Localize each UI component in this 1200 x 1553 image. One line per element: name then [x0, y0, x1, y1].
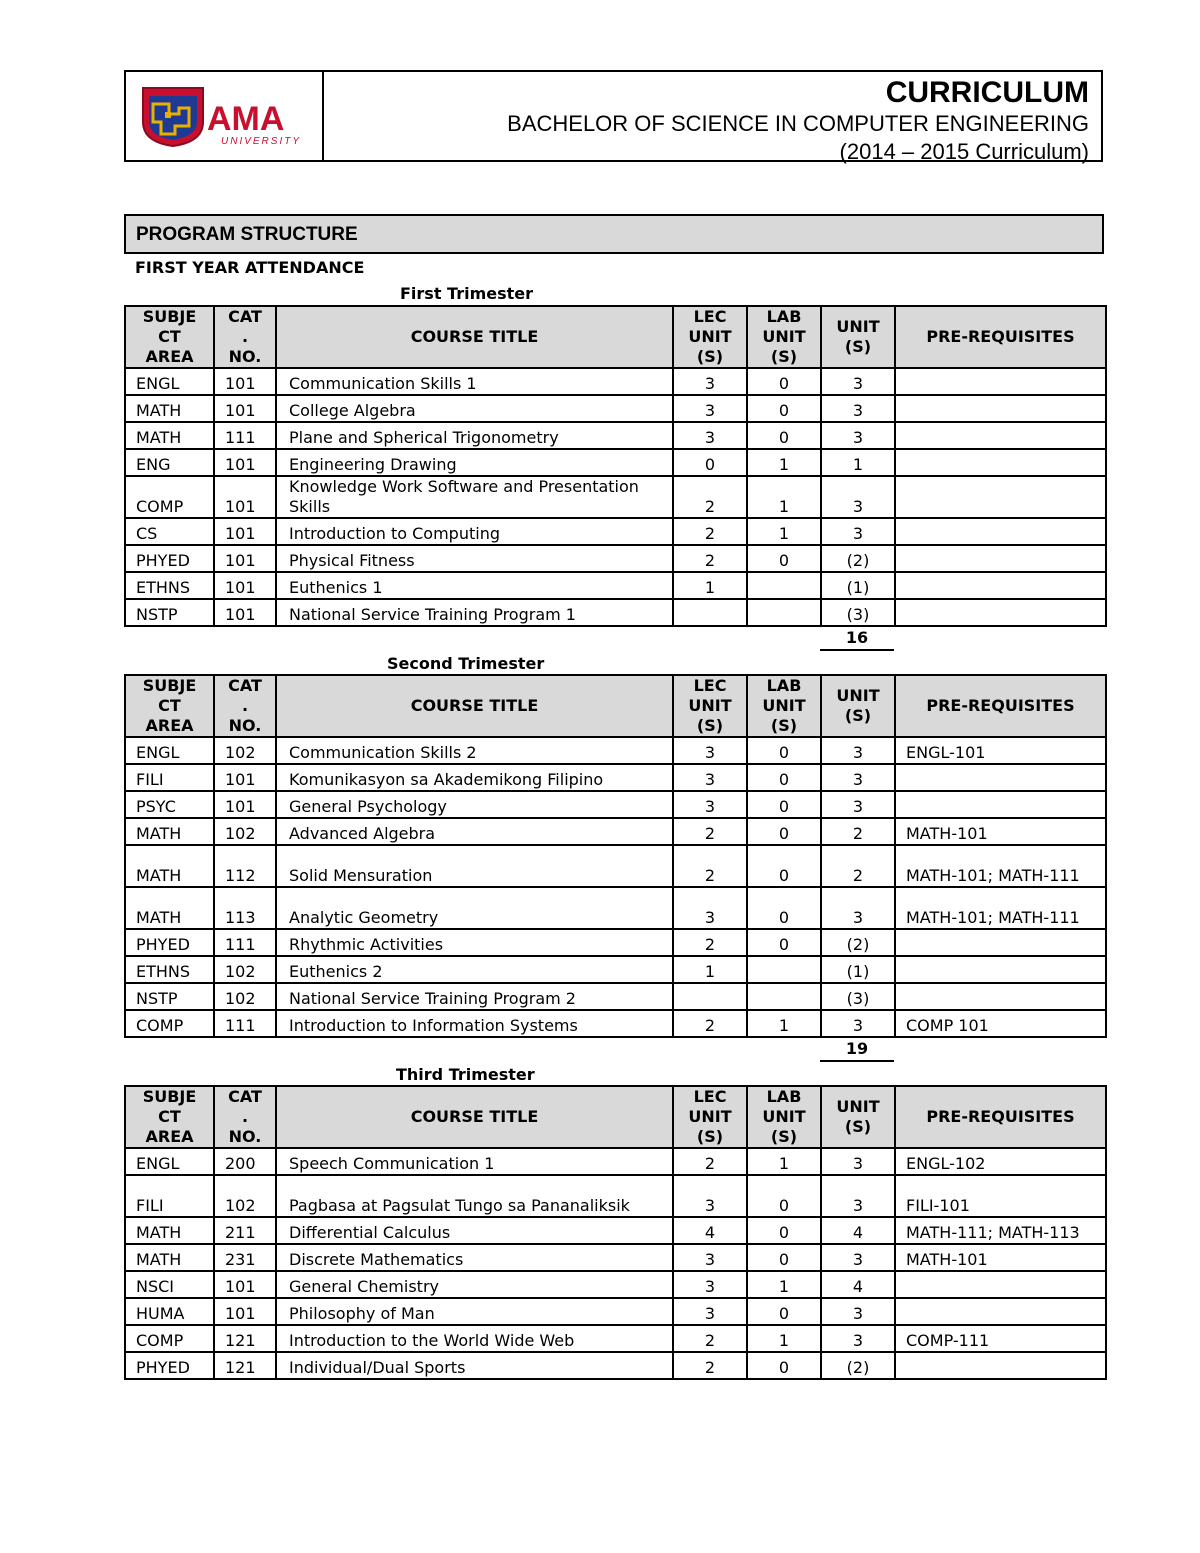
units-cell: 3 [821, 764, 895, 791]
lec-units-cell: 1 [673, 572, 747, 599]
units-cell: (2) [821, 545, 895, 572]
cat-no-cell: 113 [214, 887, 276, 929]
subject-area-cell: NSTP [125, 599, 214, 626]
cat-no-cell: 102 [214, 818, 276, 845]
course-title-cell: Advanced Algebra [276, 818, 673, 845]
lec-units-cell: 2 [673, 929, 747, 956]
subject-area-cell: CS [125, 518, 214, 545]
cat-no-cell: 101 [214, 764, 276, 791]
cat-no-cell: 111 [214, 1010, 276, 1037]
cat-no-cell: 102 [214, 956, 276, 983]
prerequisites-cell [895, 929, 1106, 956]
course-row [125, 1325, 1106, 1352]
lab-units-cell [747, 983, 821, 1010]
trimester-label-2: Second Trimester [387, 654, 545, 673]
lec-units-cell: 1 [673, 956, 747, 983]
course-row [125, 422, 1106, 449]
table-header-row [125, 1086, 1106, 1148]
course-row [125, 545, 1106, 572]
prerequisites-cell: MATH-101 [895, 1244, 1106, 1271]
cat-no-cell: 111 [214, 422, 276, 449]
units-cell: 4 [821, 1271, 895, 1298]
course-title-cell: Physical Fitness [276, 545, 673, 572]
course-table-first-trimester [124, 305, 1107, 627]
course-title-cell: Individual/Dual Sports [276, 1352, 673, 1379]
units-cell: 2 [821, 845, 895, 887]
lab-units-cell: 1 [747, 476, 821, 518]
subject-area-cell: MATH [125, 1217, 214, 1244]
subject-area-cell: COMP [125, 476, 214, 518]
subject-area-cell: PHYED [125, 1352, 214, 1379]
subject-area-cell: COMP [125, 1010, 214, 1037]
units-cell: (3) [821, 599, 895, 626]
course-title-cell: Introduction to Information Systems [276, 1010, 673, 1037]
lab-units-cell: 0 [747, 818, 821, 845]
document-title: CURRICULUM [885, 76, 1089, 109]
lec-units-cell: 3 [673, 737, 747, 764]
cat-no-cell: 200 [214, 1148, 276, 1175]
course-title-cell: Introduction to Computing [276, 518, 673, 545]
lab-units-cell: 1 [747, 449, 821, 476]
lab-units-cell [747, 572, 821, 599]
prerequisites-cell: ENGL-102 [895, 1148, 1106, 1175]
column-header-units: UNIT (S) [821, 306, 895, 368]
course-row [125, 818, 1106, 845]
course-row [125, 1217, 1106, 1244]
units-cell: 3 [821, 1325, 895, 1352]
units-cell: 1 [821, 449, 895, 476]
units-cell: 3 [821, 1298, 895, 1325]
course-title-cell: Euthenics 1 [276, 572, 673, 599]
cat-no-cell: 121 [214, 1352, 276, 1379]
course-title-cell: Communication Skills 1 [276, 368, 673, 395]
lec-units-cell: 3 [673, 791, 747, 818]
prerequisites-cell [895, 476, 1106, 518]
lab-units-cell: 0 [747, 1352, 821, 1379]
course-row [125, 368, 1106, 395]
column-header-subject-area: SUBJE CT AREA [125, 1086, 214, 1148]
units-cell: 3 [821, 518, 895, 545]
logo-box [126, 72, 324, 160]
units-cell: (1) [821, 572, 895, 599]
prerequisites-cell [895, 368, 1106, 395]
subject-area-cell: MATH [125, 887, 214, 929]
cat-no-cell: 101 [214, 791, 276, 818]
lec-units-cell: 2 [673, 545, 747, 572]
column-header-lab-units: LAB UNIT (S) [747, 675, 821, 737]
prerequisites-cell [895, 449, 1106, 476]
column-header-prerequisites: PRE-REQUISITES [895, 1086, 1106, 1148]
course-title-cell: National Service Training Program 2 [276, 983, 673, 1010]
lec-units-cell: 3 [673, 1298, 747, 1325]
lec-units-cell: 2 [673, 1148, 747, 1175]
subject-area-cell: MATH [125, 422, 214, 449]
lab-units-cell: 1 [747, 518, 821, 545]
curriculum-year: (2014 – 2015 Curriculum) [839, 139, 1089, 164]
trimester-label-3: Third Trimester [396, 1065, 535, 1084]
lab-units-cell: 0 [747, 764, 821, 791]
units-cell: 3 [821, 395, 895, 422]
course-title-cell: Philosophy of Man [276, 1298, 673, 1325]
cat-no-cell: 101 [214, 545, 276, 572]
column-header-units: UNIT (S) [821, 1086, 895, 1148]
course-title-cell: Differential Calculus [276, 1217, 673, 1244]
lec-units-cell: 2 [673, 1010, 747, 1037]
units-cell: (2) [821, 929, 895, 956]
subject-area-cell: FILI [125, 764, 214, 791]
course-row [125, 599, 1106, 626]
prerequisites-cell [895, 1298, 1106, 1325]
lab-units-cell: 0 [747, 1175, 821, 1217]
prerequisites-cell: COMP-111 [895, 1325, 1106, 1352]
course-title-cell: Pagbasa at Pagsulat Tungo sa Pananaliksik [276, 1175, 673, 1217]
course-row [125, 1298, 1106, 1325]
prerequisites-cell: MATH-101; MATH-111 [895, 845, 1106, 887]
subject-area-cell: MATH [125, 1244, 214, 1271]
prerequisites-cell [895, 395, 1106, 422]
lec-units-cell [673, 983, 747, 1010]
lab-units-cell: 1 [747, 1148, 821, 1175]
prerequisites-cell: MATH-111; MATH-113 [895, 1217, 1106, 1244]
course-title-cell: General Psychology [276, 791, 673, 818]
lab-units-cell: 0 [747, 368, 821, 395]
units-cell: 3 [821, 1244, 895, 1271]
subject-area-cell: MATH [125, 395, 214, 422]
logo-text: AMA [207, 100, 285, 138]
section-title: PROGRAM STRUCTURE [124, 214, 1104, 254]
column-header-prerequisites: PRE-REQUISITES [895, 675, 1106, 737]
cat-no-cell: 121 [214, 1325, 276, 1352]
subject-area-cell: ENG [125, 449, 214, 476]
course-row [125, 1271, 1106, 1298]
lec-units-cell: 4 [673, 1217, 747, 1244]
subject-area-cell: NSTP [125, 983, 214, 1010]
lec-units-cell: 0 [673, 449, 747, 476]
cat-no-cell: 111 [214, 929, 276, 956]
prerequisites-cell: ENGL-101 [895, 737, 1106, 764]
units-cell: 3 [821, 422, 895, 449]
units-cell: 3 [821, 737, 895, 764]
prerequisites-cell [895, 1271, 1106, 1298]
lec-units-cell: 3 [673, 1175, 747, 1217]
units-cell: 3 [821, 368, 895, 395]
subject-area-cell: ETHNS [125, 572, 214, 599]
prerequisites-cell [895, 791, 1106, 818]
course-row [125, 449, 1106, 476]
table-header-row [125, 306, 1106, 368]
course-row [125, 1148, 1106, 1175]
course-row [125, 887, 1106, 929]
subject-area-cell: ENGL [125, 737, 214, 764]
prerequisites-cell [895, 764, 1106, 791]
trimester-label-1: First Trimester [400, 284, 534, 303]
column-header-course-title: COURSE TITLE [276, 306, 673, 368]
cat-no-cell: 101 [214, 476, 276, 518]
lab-units-cell: 1 [747, 1010, 821, 1037]
lec-units-cell: 3 [673, 1271, 747, 1298]
course-table-third-trimester [124, 1085, 1107, 1380]
course-row [125, 845, 1106, 887]
cat-no-cell: 112 [214, 845, 276, 887]
ama-university-logo [139, 86, 311, 148]
cat-no-cell: 101 [214, 599, 276, 626]
prerequisites-cell [895, 1352, 1106, 1379]
course-title-cell: National Service Training Program 1 [276, 599, 673, 626]
course-title-cell: Speech Communication 1 [276, 1148, 673, 1175]
prerequisites-cell [895, 956, 1106, 983]
units-cell: 3 [821, 1175, 895, 1217]
units-cell: 3 [821, 887, 895, 929]
prerequisites-cell [895, 422, 1106, 449]
prerequisites-cell [895, 518, 1106, 545]
column-header-subject-area: SUBJE CT AREA [125, 675, 214, 737]
column-header-course-title: COURSE TITLE [276, 1086, 673, 1148]
course-title-cell: Euthenics 2 [276, 956, 673, 983]
document-header [124, 70, 1103, 162]
units-cell: (1) [821, 956, 895, 983]
lab-units-cell: 0 [747, 887, 821, 929]
course-row [125, 1352, 1106, 1379]
subject-area-cell: MATH [125, 845, 214, 887]
course-title-cell: Knowledge Work Software and Presentation Skills [276, 476, 673, 518]
prerequisites-cell [895, 983, 1106, 1010]
units-cell: 3 [821, 791, 895, 818]
course-row [125, 476, 1106, 518]
column-header-units: UNIT (S) [821, 675, 895, 737]
course-title-cell: Engineering Drawing [276, 449, 673, 476]
cat-no-cell: 101 [214, 449, 276, 476]
lec-units-cell: 2 [673, 476, 747, 518]
attendance-heading: FIRST YEAR ATTENDANCE [135, 258, 365, 277]
table-header-row [125, 675, 1106, 737]
subject-area-cell: ETHNS [125, 956, 214, 983]
program-name: BACHELOR OF SCIENCE IN COMPUTER ENGINEERING [507, 111, 1089, 136]
subject-area-cell: PHYED [125, 929, 214, 956]
course-title-cell: College Algebra [276, 395, 673, 422]
units-cell: 2 [821, 818, 895, 845]
lab-units-cell: 0 [747, 545, 821, 572]
course-row [125, 956, 1106, 983]
cat-no-cell: 102 [214, 983, 276, 1010]
units-cell: 4 [821, 1217, 895, 1244]
lec-units-cell: 2 [673, 818, 747, 845]
prerequisites-cell: MATH-101 [895, 818, 1106, 845]
lec-units-cell: 3 [673, 764, 747, 791]
subject-area-cell: MATH [125, 818, 214, 845]
units-cell: (2) [821, 1352, 895, 1379]
lab-units-cell: 0 [747, 395, 821, 422]
lab-units-cell: 1 [747, 1325, 821, 1352]
lab-units-cell [747, 956, 821, 983]
course-title-cell: Discrete Mathematics [276, 1244, 673, 1271]
logo-subtext: UNIVERSITY [221, 136, 302, 147]
course-row [125, 518, 1106, 545]
subject-area-cell: FILI [125, 1175, 214, 1217]
course-row [125, 1244, 1106, 1271]
lab-units-cell: 0 [747, 737, 821, 764]
subject-area-cell: ENGL [125, 1148, 214, 1175]
subject-area-cell: PSYC [125, 791, 214, 818]
column-header-cat-no: CAT . NO. [214, 306, 276, 368]
column-header-cat-no: CAT . NO. [214, 1086, 276, 1148]
course-row [125, 737, 1106, 764]
column-header-lec-units: LEC UNIT (S) [673, 675, 747, 737]
units-cell: 3 [821, 1010, 895, 1037]
units-cell: (3) [821, 983, 895, 1010]
column-header-subject-area: SUBJE CT AREA [125, 306, 214, 368]
cat-no-cell: 101 [214, 395, 276, 422]
course-title-cell: Plane and Spherical Trigonometry [276, 422, 673, 449]
course-title-cell: Introduction to the World Wide Web [276, 1325, 673, 1352]
lab-units-cell: 0 [747, 422, 821, 449]
course-title-cell: Communication Skills 2 [276, 737, 673, 764]
prerequisites-cell [895, 545, 1106, 572]
subject-area-cell: ENGL [125, 368, 214, 395]
cat-no-cell: 102 [214, 1175, 276, 1217]
lab-units-cell: 1 [747, 1271, 821, 1298]
subject-area-cell: HUMA [125, 1298, 214, 1325]
lab-units-cell: 0 [747, 1244, 821, 1271]
lec-units-cell: 2 [673, 845, 747, 887]
course-title-cell: Rhythmic Activities [276, 929, 673, 956]
column-header-lab-units: LAB UNIT (S) [747, 1086, 821, 1148]
prerequisites-cell [895, 599, 1106, 626]
lec-units-cell: 3 [673, 422, 747, 449]
lec-units-cell [673, 599, 747, 626]
lab-units-cell [747, 599, 821, 626]
units-cell: 3 [821, 1148, 895, 1175]
prerequisites-cell: COMP 101 [895, 1010, 1106, 1037]
course-title-cell: Solid Mensuration [276, 845, 673, 887]
lec-units-cell: 3 [673, 887, 747, 929]
course-row [125, 983, 1106, 1010]
course-row [125, 572, 1106, 599]
course-title-cell: Analytic Geometry [276, 887, 673, 929]
column-header-lec-units: LEC UNIT (S) [673, 1086, 747, 1148]
units-cell: 3 [821, 476, 895, 518]
cat-no-cell: 231 [214, 1244, 276, 1271]
cat-no-cell: 101 [214, 1298, 276, 1325]
lec-units-cell: 2 [673, 1325, 747, 1352]
subject-area-cell: PHYED [125, 545, 214, 572]
lab-units-cell: 0 [747, 791, 821, 818]
subject-area-cell: COMP [125, 1325, 214, 1352]
lab-units-cell: 0 [747, 929, 821, 956]
subject-area-cell: NSCI [125, 1271, 214, 1298]
lab-units-cell: 0 [747, 1298, 821, 1325]
lec-units-cell: 2 [673, 1352, 747, 1379]
cat-no-cell: 211 [214, 1217, 276, 1244]
course-row [125, 929, 1106, 956]
cat-no-cell: 101 [214, 572, 276, 599]
lec-units-cell: 3 [673, 368, 747, 395]
lec-units-cell: 3 [673, 395, 747, 422]
course-row [125, 764, 1106, 791]
cat-no-cell: 101 [214, 368, 276, 395]
course-row [125, 1010, 1106, 1037]
lab-units-cell: 0 [747, 845, 821, 887]
column-header-lab-units: LAB UNIT (S) [747, 306, 821, 368]
prerequisites-cell [895, 572, 1106, 599]
lec-units-cell: 3 [673, 1244, 747, 1271]
trimester-total-2: 19 [820, 1038, 894, 1062]
column-header-prerequisites: PRE-REQUISITES [895, 306, 1106, 368]
title-area [507, 76, 1089, 166]
course-title-cell: General Chemistry [276, 1271, 673, 1298]
course-title-cell: Komunikasyon sa Akademikong Filipino [276, 764, 673, 791]
cat-no-cell: 101 [214, 518, 276, 545]
course-row [125, 1175, 1106, 1217]
course-row [125, 395, 1106, 422]
cat-no-cell: 101 [214, 1271, 276, 1298]
prerequisites-cell: FILI-101 [895, 1175, 1106, 1217]
course-row [125, 791, 1106, 818]
course-table-second-trimester [124, 674, 1107, 1038]
cat-no-cell: 102 [214, 737, 276, 764]
column-header-course-title: COURSE TITLE [276, 675, 673, 737]
column-header-cat-no: CAT . NO. [214, 675, 276, 737]
column-header-lec-units: LEC UNIT (S) [673, 306, 747, 368]
trimester-total-1: 16 [820, 627, 894, 651]
prerequisites-cell: MATH-101; MATH-111 [895, 887, 1106, 929]
lab-units-cell: 0 [747, 1217, 821, 1244]
lec-units-cell: 2 [673, 518, 747, 545]
